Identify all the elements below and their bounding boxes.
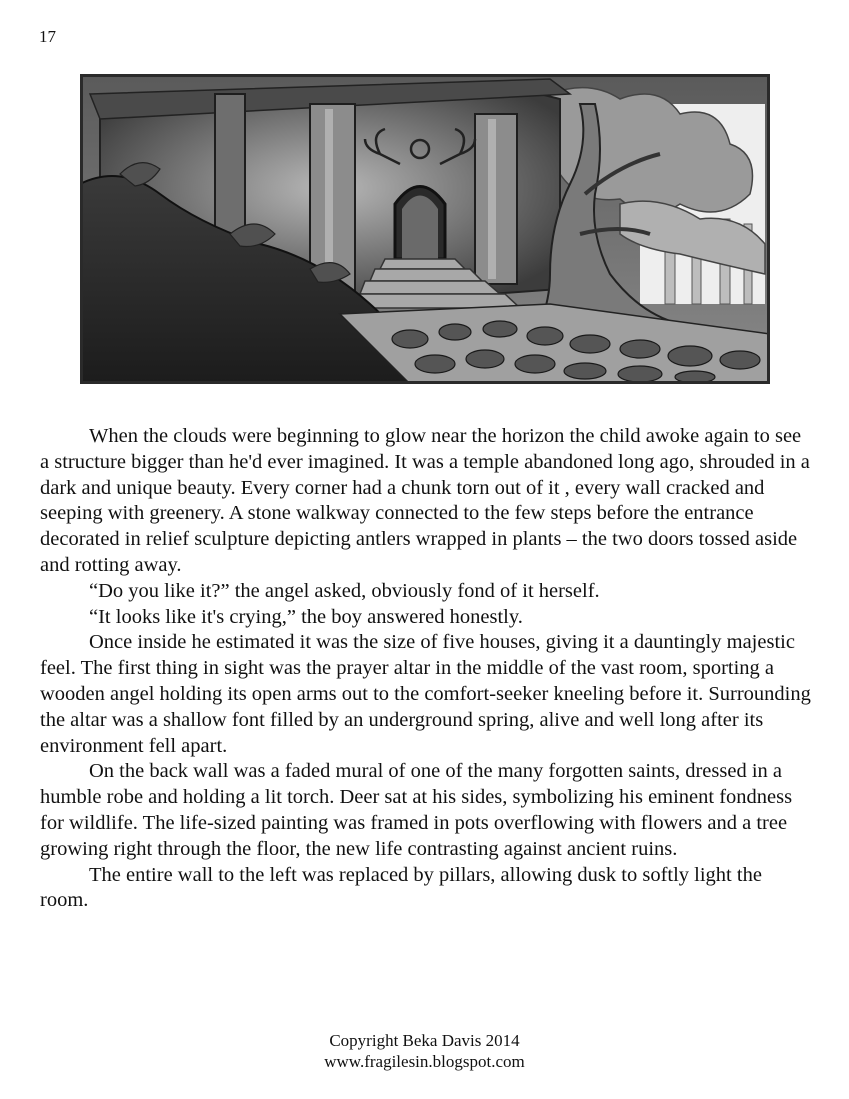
story-text bbox=[40, 424, 815, 914]
story-paragraph: “Do you like it?” the angel asked, obviously fond of it herself. bbox=[89, 579, 600, 602]
page-footer bbox=[0, 1030, 849, 1072]
temple-illustration bbox=[80, 74, 770, 384]
copyright-notice: Copyright Beka Davis 2014 bbox=[329, 1031, 520, 1050]
story-paragraph: On the back wall was a faded mural of one of the many forgotten saints, dressed in a humble robe and holding a lit torch. Deer sat at his sides, symbolizing his eminent fondness for wildlife. The life-sized painting was framed in pots overflowing with flowers and a tree growing right through the floor, the new life contrasting against ancient ruins. bbox=[40, 760, 793, 860]
story-paragraph: The entire wall to the left was replaced by pillars, allowing dusk to softly light the room. bbox=[40, 863, 762, 912]
website-url: www.fragilesin.blogspot.com bbox=[324, 1052, 525, 1071]
story-paragraph: Once inside he estimated it was the size of five houses, giving it a dauntingly majestic feel. The first thing in sight was the prayer altar in the middle of the vast room, sporting a wooden angel holding its open arms out to the comfort-seeker kneeling before it. Surrounding the altar was a shallow font filled by an underground spring, alive and well long after its environment fell apart. bbox=[40, 631, 811, 757]
temple-illustration-drawing bbox=[80, 74, 770, 384]
story-paragraph: “It looks like it's crying,” the boy answered honestly. bbox=[89, 605, 523, 628]
story-paragraph: When the clouds were beginning to glow near the horizon the child awoke again to see a structure bigger than he'd ever imagined. It was a temple abandoned long ago, shrouded in a dark and unique beauty. Every corner had a chunk torn out of it , every wall cracked and seeping with greenery. A stone walkway connected to the few steps before the entrance decorated in relief sculpture depicting antlers wrapped in plants – the two doors tossed aside and rotting away. bbox=[40, 425, 810, 576]
page-number: 17 bbox=[39, 27, 56, 46]
